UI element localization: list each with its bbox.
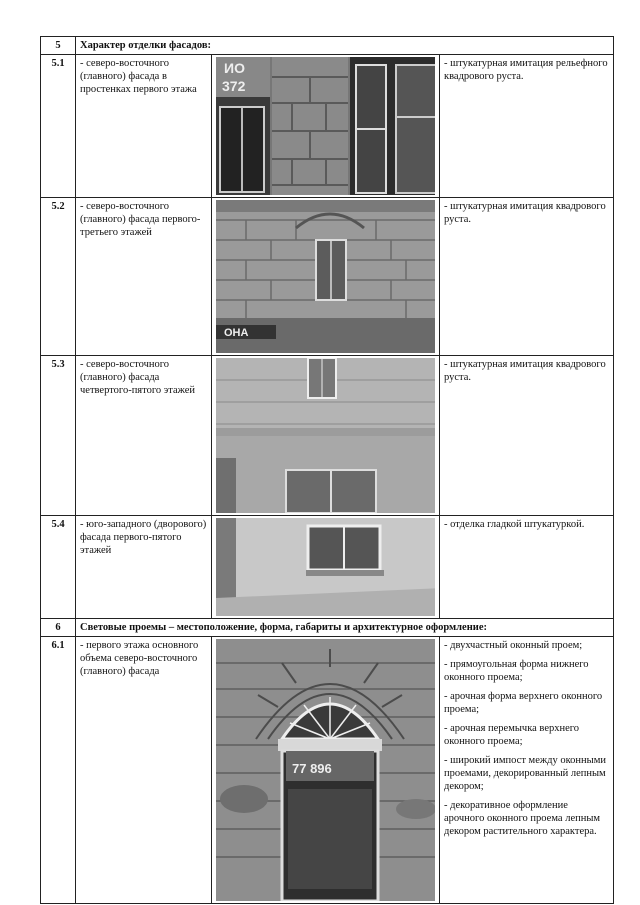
table-row (41, 516, 614, 619)
section-header-5 (41, 37, 614, 55)
description-item: - штукатурная имитация рельефного квадрового руста. (444, 58, 608, 82)
row-location: - северо-восточного (главного) фасада четвертого-пятого этажей (76, 356, 212, 516)
section-title: Характер отделки фасадов: (76, 37, 614, 55)
facade-photo-image (216, 358, 435, 513)
section-number: 5 (41, 37, 76, 55)
description-item: - штукатурная имитация квадрового руста. (444, 201, 606, 225)
table-row (41, 198, 614, 356)
section-header-6 (41, 619, 614, 637)
row-number: 5.4 (41, 516, 76, 619)
description-item: - двухчастный оконный проем; (444, 640, 583, 651)
facade-photo (212, 356, 440, 516)
description-item: - отделка гладкой штукатуркой. (444, 519, 585, 530)
section-number: 6 (41, 619, 76, 637)
document-page (40, 36, 613, 874)
facade-photo (212, 516, 440, 619)
row-description (440, 55, 614, 198)
facade-photo-image (216, 639, 435, 901)
facade-photo (212, 198, 440, 356)
table-row (41, 55, 614, 198)
table-row (41, 637, 614, 904)
facade-photo (212, 637, 440, 904)
row-number: 5.1 (41, 55, 76, 198)
row-description (440, 356, 614, 516)
photo-sign-text: 77 896 (292, 761, 332, 776)
description-item: - арочная перемычка верхнего оконного проема; (444, 723, 580, 747)
facade-table (40, 36, 614, 904)
facade-photo (212, 55, 440, 198)
facade-photo-image (216, 200, 435, 353)
row-location: - северо-восточного (главного) фасада первого-третьего этажей (76, 198, 212, 356)
photo-sign-text: ОНА (224, 327, 249, 339)
row-location: - северо-восточного (главного) фасада в простенках первого этажа (76, 55, 212, 198)
description-item: - прямоугольная форма нижнего оконного проема; (444, 659, 589, 683)
photo-sign-text: ИО (224, 60, 245, 76)
description-item: - декоративное оформление арочного оконного проема лепным декором растительного характера. (444, 800, 601, 837)
row-location: - юго-западного (дворового) фасада первого-пятого этажей (76, 516, 212, 619)
facade-photo-image (216, 518, 435, 616)
row-description (440, 637, 614, 904)
row-number: 5.2 (41, 198, 76, 356)
row-number: 5.3 (41, 356, 76, 516)
section-title: Световые проемы – местоположение, форма, габариты и архитектурное оформление: (76, 619, 614, 637)
row-location: - первого этажа основного объема северо-восточного (главного) фасада (76, 637, 212, 904)
description-item: - широкий импост между оконными проемами, декорированный лепным декором; (444, 755, 606, 792)
row-description (440, 198, 614, 356)
row-number: 6.1 (41, 637, 76, 904)
facade-photo-image (216, 57, 435, 195)
table-row (41, 356, 614, 516)
description-item: - штукатурная имитация квадрового руста. (444, 359, 606, 383)
description-item: - арочная форма верхнего оконного проема; (444, 691, 603, 715)
photo-sign-text: 372 (222, 78, 246, 94)
row-description (440, 516, 614, 619)
